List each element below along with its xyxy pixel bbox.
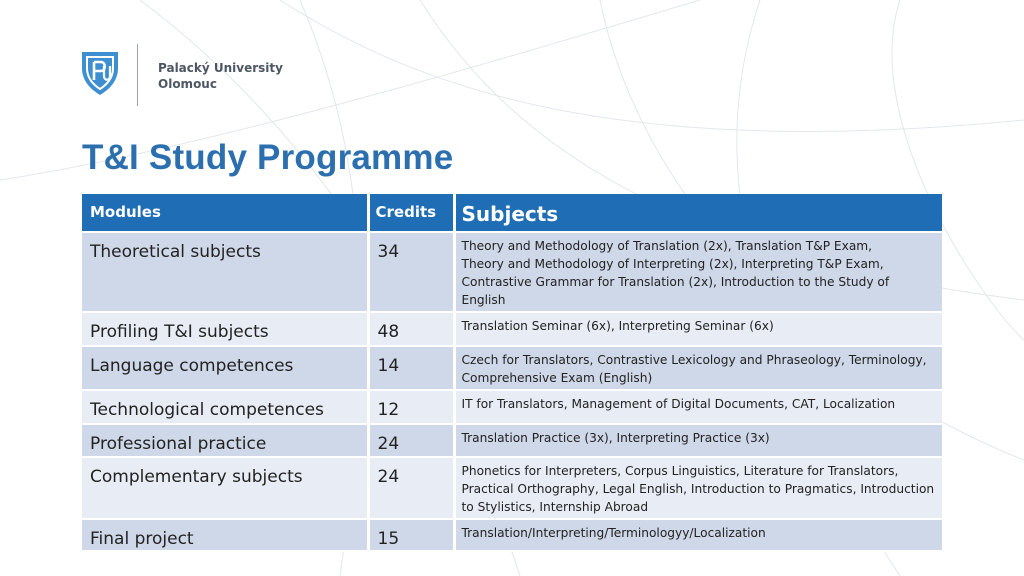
table-row bbox=[82, 424, 942, 457]
header-credits: Credits bbox=[368, 194, 454, 232]
table-row bbox=[82, 312, 942, 346]
module-cell: Complementary subjects bbox=[82, 457, 368, 519]
table-row bbox=[82, 232, 942, 312]
table-row bbox=[82, 457, 942, 519]
university-name-line1: Palacký University bbox=[158, 61, 283, 75]
logo-divider bbox=[137, 44, 138, 106]
palacky-university-shield-icon bbox=[80, 50, 120, 96]
module-cell: Professional practice bbox=[82, 424, 368, 457]
module-cell: Final project bbox=[82, 519, 368, 551]
credits-cell: 34 bbox=[368, 232, 454, 312]
credits-cell: 24 bbox=[368, 457, 454, 519]
university-name-line2: Olomouc bbox=[158, 77, 217, 91]
credits-cell: 12 bbox=[368, 390, 454, 424]
study-programme-table bbox=[82, 194, 942, 552]
table-row bbox=[82, 390, 942, 424]
subjects-cell: Translation/Interpreting/Terminologyy/Localization bbox=[454, 519, 942, 551]
university-name bbox=[158, 60, 283, 92]
subjects-cell: Translation Seminar (6x), Interpreting Seminar (6x) bbox=[454, 312, 942, 346]
page-title: T&I Study Programme bbox=[82, 138, 454, 177]
table-header-row bbox=[82, 194, 942, 232]
table-row bbox=[82, 346, 942, 390]
module-cell: Technological competences bbox=[82, 390, 368, 424]
header-subjects: Subjects bbox=[454, 194, 942, 232]
credits-cell: 24 bbox=[368, 424, 454, 457]
subjects-cell: IT for Translators, Management of Digital Documents, CAT, Localization bbox=[454, 390, 942, 424]
credits-cell: 15 bbox=[368, 519, 454, 551]
module-cell: Theoretical subjects bbox=[82, 232, 368, 312]
module-cell: Profiling T&I subjects bbox=[82, 312, 368, 346]
subjects-cell: Czech for Translators, Contrastive Lexicology and Phraseology, Terminology, Comprehensive Exam (English) bbox=[454, 346, 942, 390]
credits-cell: 14 bbox=[368, 346, 454, 390]
header-modules: Modules bbox=[82, 194, 368, 232]
subjects-cell: Theory and Methodology of Translation (2x), Translation T&P Exam, Theory and Methodology of Interpreting (2x), Interpreting T&P Exam, Contrastive Grammar for Translation (2x), Introduction to the Study of English bbox=[454, 232, 942, 312]
credits-cell: 48 bbox=[368, 312, 454, 346]
subjects-cell: Phonetics for Interpreters, Corpus Linguistics, Literature for Translators, Practical Orthography, Legal English, Introduction to Pragmatics, Introduction to Stylistics, Internship Abroad bbox=[454, 457, 942, 519]
module-cell: Language competences bbox=[82, 346, 368, 390]
subjects-cell: Translation Practice (3x), Interpreting Practice (3x) bbox=[454, 424, 942, 457]
table-row bbox=[82, 519, 942, 551]
